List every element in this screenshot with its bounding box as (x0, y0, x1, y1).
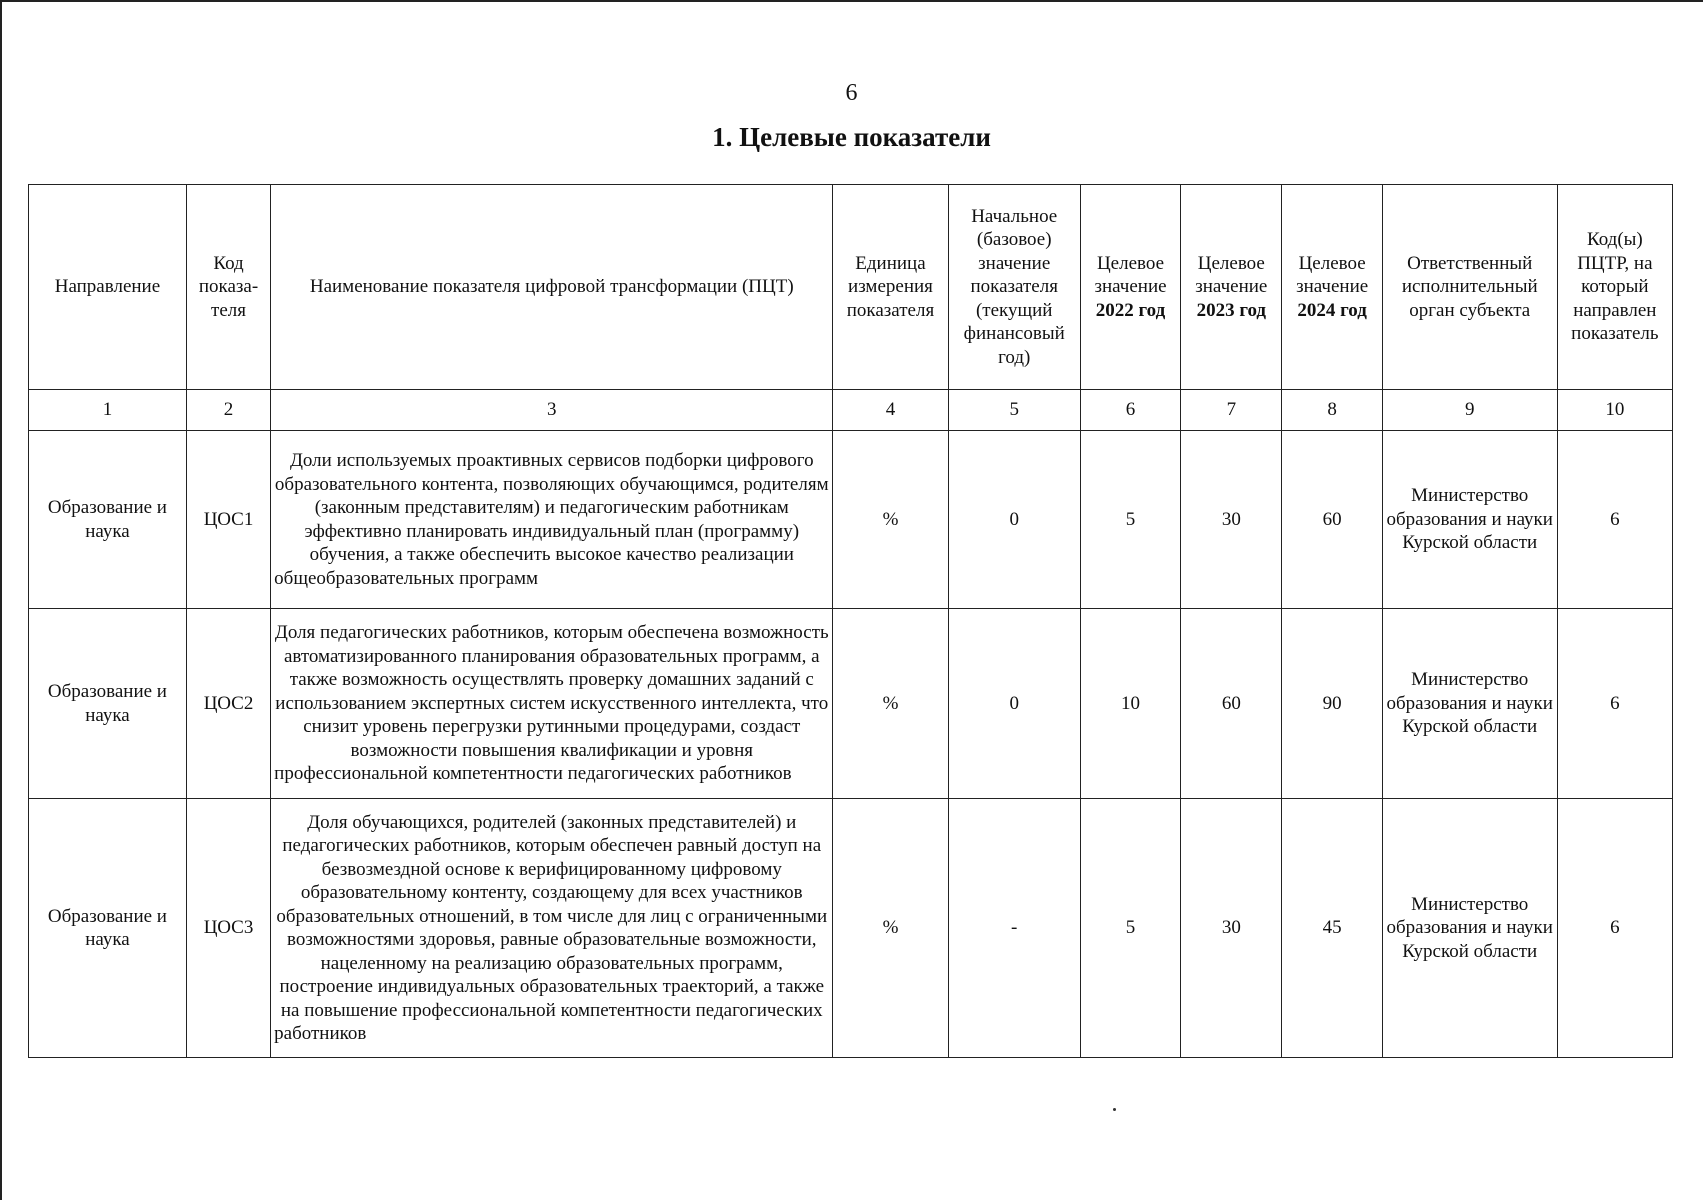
column-numbers-row (29, 390, 1673, 431)
table-row (29, 609, 1673, 799)
header-unit: Единица измерения показателя (833, 185, 948, 390)
unit-cell: % (833, 609, 948, 799)
target-2024-cell: 90 (1282, 609, 1382, 799)
header-target-2023-year: 2023 год (1196, 299, 1267, 321)
code-cell: ЦОС3 (186, 799, 270, 1058)
table-row (29, 431, 1673, 609)
responsible-cell: Министерство образования и науки Курской области (1382, 799, 1557, 1058)
header-target-2022 (1080, 185, 1180, 390)
direction-cell: Образование и наука (29, 609, 187, 799)
code-cell: ЦОС2 (186, 609, 270, 799)
target-2022-cell: 10 (1080, 609, 1180, 799)
unit-cell: % (833, 799, 948, 1058)
column-number: 5 (948, 390, 1080, 431)
unit-cell: % (833, 431, 948, 609)
indicator-name-cell: Доля педагогических работников, которым обеспечена возможность автоматизированного планирования образовательных программ, а также возможность осуществлять проверку домашних заданий с использованием экспертных систем искусственного интеллекта, что снизит уровень перегрузки рутинными процедурами, создаст возможности повышения квалификации и уровня профессиональной компетентности педагогических работников (271, 609, 833, 799)
column-number: 10 (1557, 390, 1672, 431)
column-number: 8 (1282, 390, 1382, 431)
target-2023-cell: 30 (1181, 431, 1282, 609)
header-target-2024-year: 2024 год (1297, 299, 1367, 321)
header-direction: Направление (29, 185, 187, 390)
column-number: 9 (1382, 390, 1557, 431)
scan-speck (1113, 1108, 1116, 1111)
base-value-cell: - (948, 799, 1080, 1058)
indicator-name-cell: Доли используемых проактивных сервисов подборки цифрового образовательного контента, позволяющих обучающимся, родителям (законным представителям) и педагогическим работникам эффективно планировать индивидуальный план (программу) обучения, а также обеспечить высокое качество реализации общеобразовательных программ (271, 431, 833, 609)
column-number: 3 (271, 390, 833, 431)
section-title: 1. Целевые показатели (712, 122, 991, 152)
column-number: 4 (833, 390, 948, 431)
target-2024-cell: 60 (1282, 431, 1382, 609)
header-target-2022-prefix: Целевое значение (1094, 252, 1167, 298)
header-target-2024-prefix: Целевое значение (1296, 252, 1369, 298)
pctr-code-cell: 6 (1557, 431, 1672, 609)
base-value-cell: 0 (948, 609, 1080, 799)
header-target-2023-prefix: Целевое значение (1195, 252, 1268, 298)
target-2024-cell: 45 (1282, 799, 1382, 1058)
header-base-value: Начальное (базовое) значение показателя (текущий финансовый год) (948, 185, 1080, 390)
responsible-cell: Министерство образования и науки Курской области (1382, 609, 1557, 799)
header-target-2022-year: 2022 год (1095, 299, 1166, 321)
responsible-cell: Министерство образования и науки Курской области (1382, 431, 1557, 609)
direction-cell: Образование и наука (29, 799, 187, 1058)
header-responsible: Ответственный исполнительный орган субъекта (1382, 185, 1557, 390)
code-cell: ЦОС1 (186, 431, 270, 609)
column-number: 6 (1080, 390, 1180, 431)
header-code: Код показа-теля (186, 185, 270, 390)
target-2022-cell: 5 (1080, 431, 1180, 609)
table-row (29, 799, 1673, 1058)
column-number: 1 (29, 390, 187, 431)
target-2022-cell: 5 (1080, 799, 1180, 1058)
column-number: 2 (186, 390, 270, 431)
header-target-2023 (1181, 185, 1282, 390)
column-number: 7 (1181, 390, 1282, 431)
direction-cell: Образование и наука (29, 431, 187, 609)
target-2023-cell: 60 (1181, 609, 1282, 799)
header-name: Наименование показателя цифровой трансформации (ПЦТ) (271, 185, 833, 390)
header-row (29, 185, 1673, 390)
header-pctr-codes: Код(ы) ПЦТР, на который направлен показатель (1557, 185, 1672, 390)
target-2023-cell: 30 (1181, 799, 1282, 1058)
target-indicators-table (28, 184, 1673, 1058)
header-target-2024 (1282, 185, 1382, 390)
page-number: 6 (845, 80, 858, 106)
indicator-name-cell: Доля обучающихся, родителей (законных представителей) и педагогических работников, которым обеспечен равный доступ на безвозмездной основе к верифицированному цифровому образовательному контенту, создающему для всех участников образовательных отношений, в том числе для лиц с ограниченными возможностями здоровья, равные образовательные возможности, нацеленному на реализацию образовательных программ, построение индивидуальных образовательных траекторий, а также на повышение профессиональной компетентности педагогических работников (271, 799, 833, 1058)
base-value-cell: 0 (948, 431, 1080, 609)
pctr-code-cell: 6 (1557, 609, 1672, 799)
pctr-code-cell: 6 (1557, 799, 1672, 1058)
